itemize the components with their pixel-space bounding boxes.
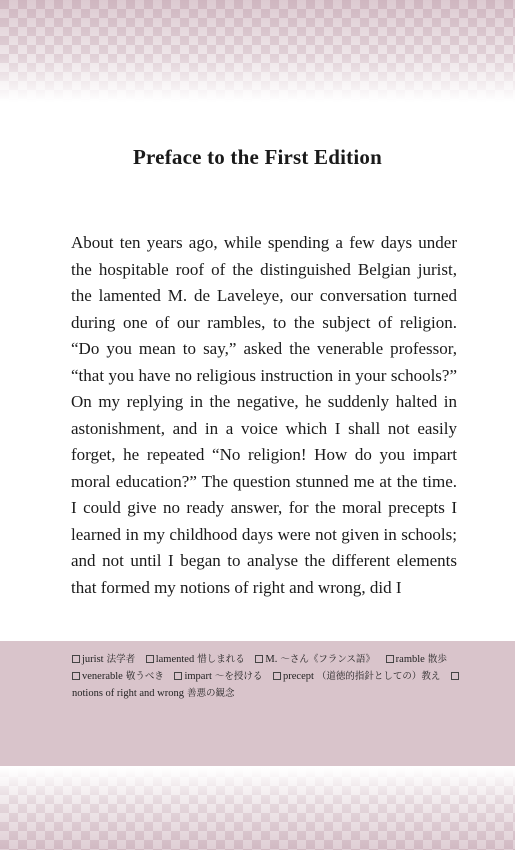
vocab-definition: 敬うべき xyxy=(125,671,164,682)
checkbox-icon xyxy=(273,672,281,680)
vocab-term: M. xyxy=(265,654,278,665)
vocab-definition: 善悪の観念 xyxy=(187,688,235,699)
vocab-term: venerable xyxy=(82,671,123,682)
bottom-decorative-band xyxy=(0,768,515,850)
vocabulary-list xyxy=(72,651,462,702)
vocab-definition: ～を授ける xyxy=(214,671,263,682)
checkbox-icon xyxy=(72,672,80,680)
vocab-definition: 法学者 xyxy=(106,654,136,665)
vocab-term: impart xyxy=(184,671,212,682)
vocab-item xyxy=(72,671,164,682)
checkbox-icon xyxy=(72,655,80,663)
vocab-item xyxy=(273,671,440,682)
vocab-item xyxy=(255,654,375,665)
vocab-term: ramble xyxy=(395,654,425,665)
vocab-item xyxy=(174,671,262,682)
vocab-term: lamented xyxy=(155,654,195,665)
body-paragraph: About ten years ago, while spending a few days under the hospitable roof of the distinguished Belgian jurist, the lamented M. de Laveleye, our conversation turned during one of our rambles, to the subject of religion. “Do you mean to say,” asked the venerable professor, “that you have no religious instruction in your schools?” On my replying in the negative, he suddenly halted in astonishment, and in a voice which I shall not easily forget, he repeated “No religion! How do you impart moral education?” The question stunned me at the time. I could give no ready answer, for the moral precepts I learned in my childhood days were not given in schools; and not until I began to analyse the different elements that formed my notions of right and wrong, did I xyxy=(71,233,457,597)
vocab-definition: 散歩 xyxy=(427,654,447,665)
vocab-definition: （道徳的指針としての）教え xyxy=(316,671,441,682)
checkbox-icon xyxy=(255,655,263,663)
vocab-item xyxy=(386,654,447,665)
checkbox-icon xyxy=(386,655,394,663)
vocab-item xyxy=(146,654,245,665)
vocab-term: precept xyxy=(283,671,314,682)
vocab-term: jurist xyxy=(82,654,104,665)
top-decorative-band xyxy=(0,0,515,102)
checkbox-icon xyxy=(451,672,459,680)
vocab-definition: ～さん《フランス語》 xyxy=(280,654,376,665)
vocab-item xyxy=(72,654,135,665)
vocab-term: notions of right and wrong xyxy=(72,688,184,699)
checkbox-icon xyxy=(174,672,182,680)
vocabulary-box xyxy=(0,641,515,766)
vocab-definition: 惜しまれる xyxy=(197,654,245,665)
page-title: Preface to the First Edition xyxy=(133,145,382,169)
checkbox-icon xyxy=(146,655,154,663)
